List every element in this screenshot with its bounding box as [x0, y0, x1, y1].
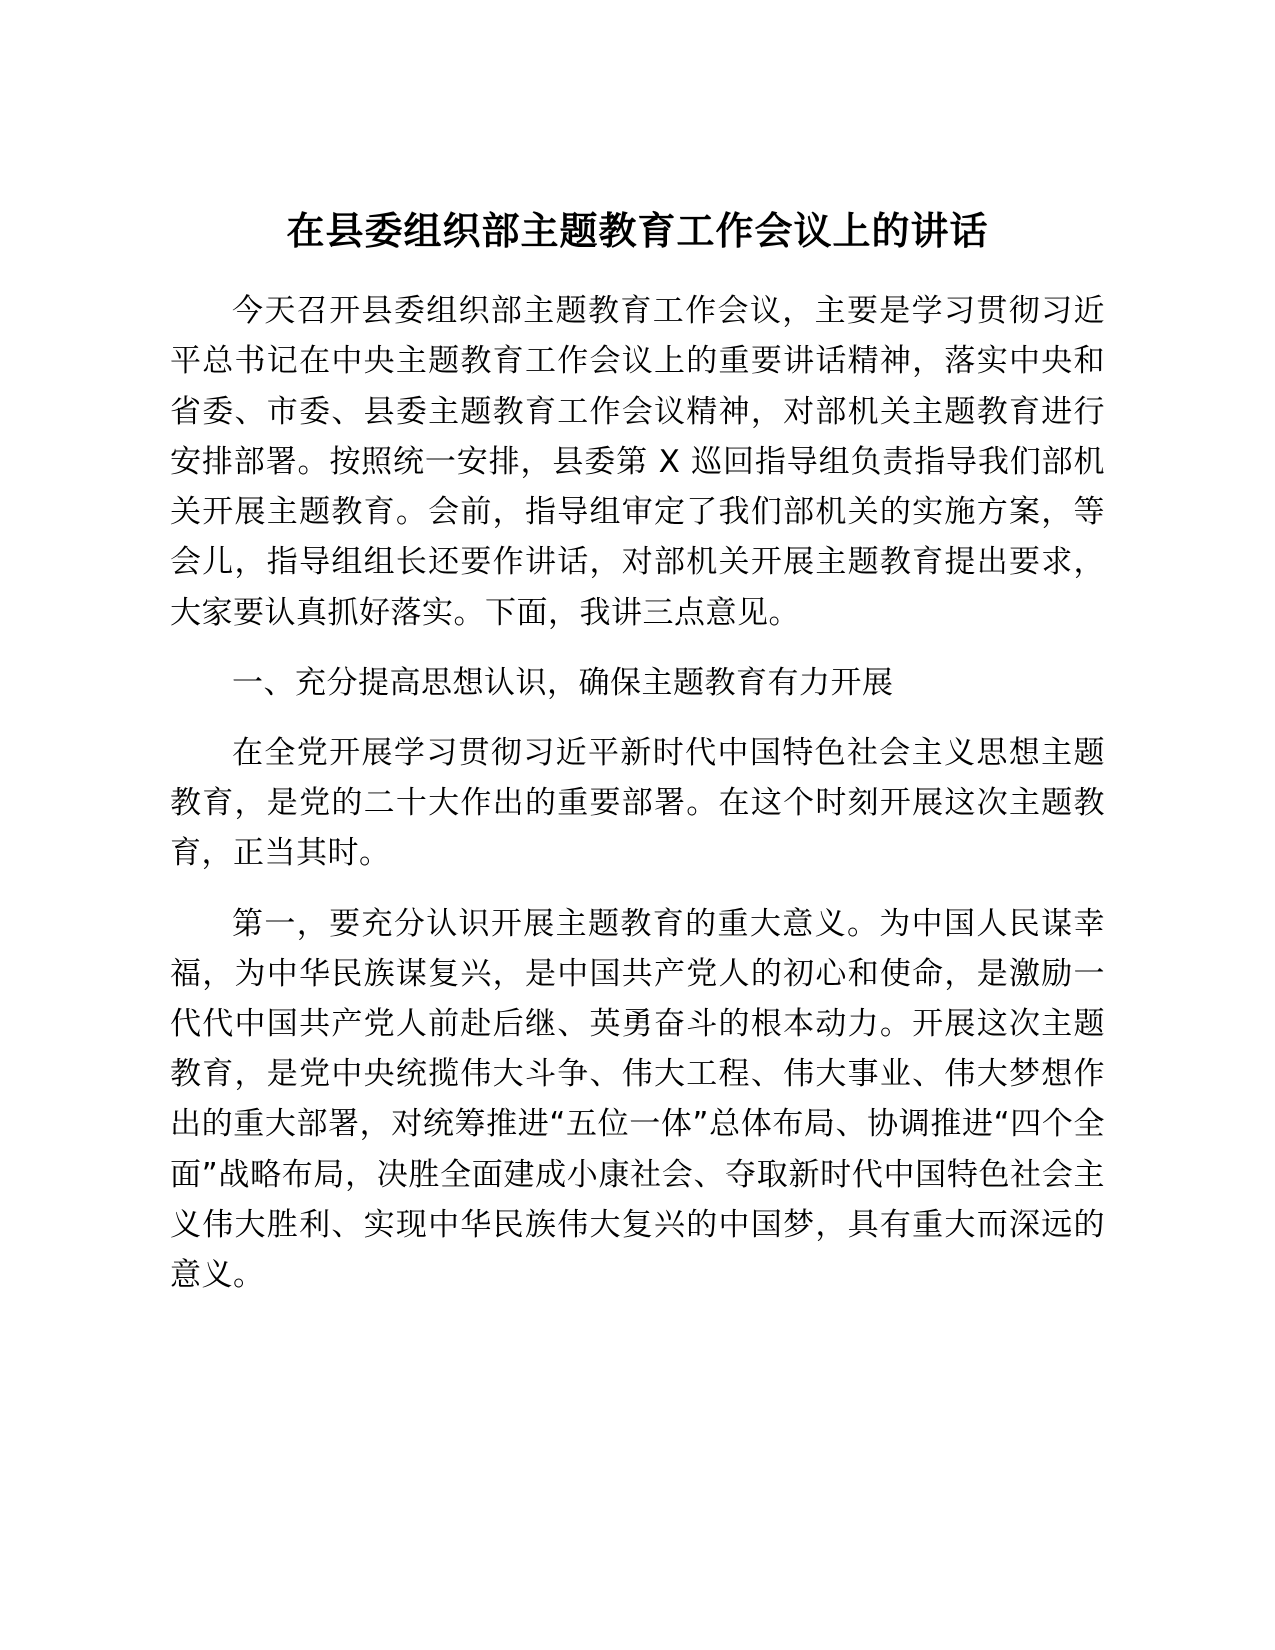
page-title: 在县委组织部主题教育工作会议上的讲话	[286, 209, 989, 253]
paragraph-intro: 今天召开县委组织部主题教育工作会议，主要是学习贯彻习近平总书记在中央主题教育工作会议上的重要讲话精神，落实中央和省委、市委、县委主题教育工作会议精神，对部机关主题教育进行安排部署。按照统一安排，县委第 X 巡回指导组负责指导我们部机关开展主题教育。会前，指导组审定了我们部机关的实施方案，等会儿，指导组组长还要作讲话，对部机关开展主题教育提出要求，大家要认真抓好落实。下面，我讲三点意见。	[170, 293, 1105, 631]
paragraph-section-one-intro: 在全党开展学习贯彻习近平新时代中国特色社会主义思想主题教育，是党的二十大作出的重要部署。在这个时刻开展这次主题教育，正当其时。	[170, 734, 1105, 872]
section-heading-one: 一、充分提高思想认识，确保主题教育有力开展	[232, 664, 894, 701]
paragraph-point-first: 第一，要充分认识开展主题教育的重大意义。为中国人民谋幸福，为中华民族谋复兴，是中国共产党人的初心和使命，是激励一代代中国共产党人前赴后继、英勇奋斗的根本动力。开展这次主题教育，是党中央统揽伟大斗争、伟大工程、伟大事业、伟大梦想作出的重大部署，对统筹推进“五位一体”总体布局、协调推进“四个全面”战略布局，决胜全面建成小康社会、夺取新时代中国特色社会主义伟大胜利、实现中华民族伟大复兴的中国梦，具有重大而深远的意义。	[170, 905, 1105, 1294]
